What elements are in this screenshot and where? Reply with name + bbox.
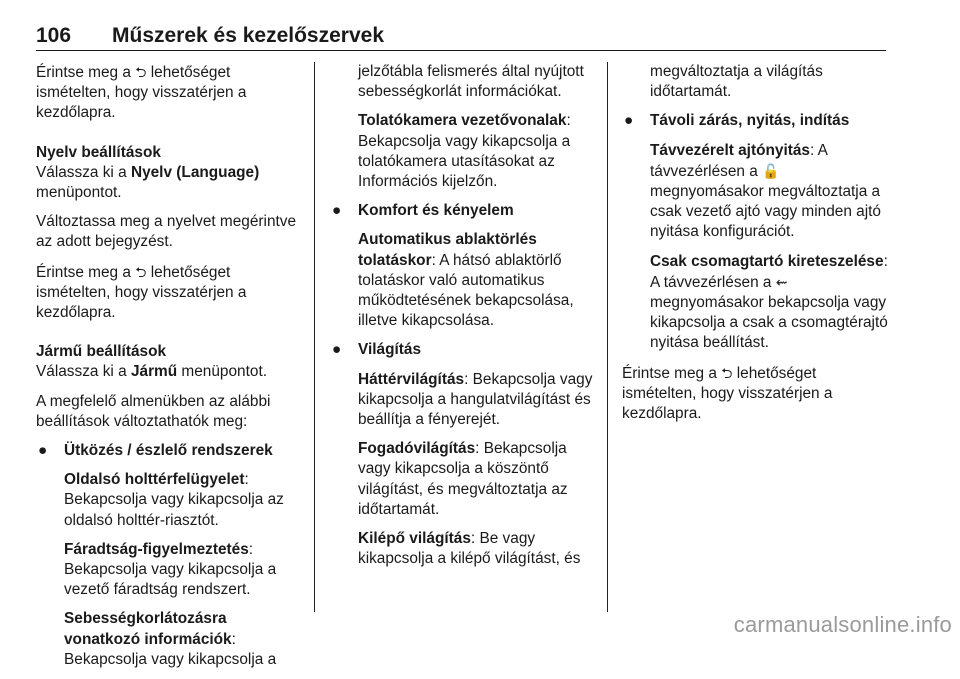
page-title: Műszerek és kezelőszervek (112, 24, 385, 47)
column-3 (622, 62, 892, 433)
watermark: carmanualsonline.info (733, 612, 952, 637)
item-reverse-camera: Tolatókamera vezetővonalak: Bekapcsolja vagy kikapcsolja a tolatókamera utasításokat az Információs kijelzőn. (358, 112, 571, 191)
vehicle-intro: A megfelelő almenükben az alábbi beállítások változtathatók meg: (36, 392, 271, 430)
item-welcome-light: Fogadóvilágítás: Bekapcsolja vagy kikapcsolja a köszöntő világítást, és megváltoztatja az időtartamát. (358, 440, 568, 518)
item-fatigue: Fáradtság-figyelmeztetés: Bekapcsolja vagy kikapcsolja a vezető fáradtság rendszert. (64, 540, 277, 599)
back-instruction: Érintse meg a ⮌ lehetőséget ismételten, hogy visszatérjen a kezdőlapra. (36, 64, 247, 122)
trunk-icon: ⇜ (775, 273, 788, 290)
page-header (36, 26, 886, 51)
language-heading: Nyelv beállítások (36, 143, 161, 161)
language-change: Változtassa meg a nyelvet megérintve az adott bejegyzést. (36, 213, 297, 251)
bullet-comfort: ● Komfort és kényelem (330, 201, 602, 221)
item-exit-light: Kilépő világítás: Be vagy kikapcsolja a kilépő világítást, és (358, 530, 581, 568)
vehicle-select: Válassza ki a Jármű menüpontot. (36, 363, 267, 381)
column-divider (314, 62, 315, 612)
item-speed-limit: Sebességkorlátozásra vonatkozó információk: Bekapcsolja vagy kikapcsolja a (64, 610, 277, 668)
bullet-remote: ● Távoli zárás, nyitás, indítás (622, 111, 892, 131)
back-icon: ⮌ (135, 64, 147, 80)
language-select: Válassza ki a Nyelv (Language) menüpontot. (36, 163, 260, 202)
bullet-dot: ● (624, 112, 634, 130)
column-2 (330, 62, 602, 578)
bullet-dot: ● (332, 202, 342, 220)
back-icon: ⮌ (135, 263, 147, 280)
bullet-dot: ● (38, 442, 48, 460)
bullet-lighting: ● Világítás (330, 340, 602, 360)
unlock-icon: 🔓 (762, 162, 780, 179)
exit-light-continued: megváltoztatja a világítás időtartamát. (650, 63, 823, 101)
back-instruction: Érintse meg a ⮌ lehetőséget ismételten, hogy visszatérjen a kezdőlapra. (622, 364, 833, 423)
bullet-collision: ● Ütközés / észlelő rendszerek (36, 441, 306, 461)
vehicle-heading: Jármű beállítások (36, 343, 167, 361)
column-divider (607, 62, 608, 612)
column-1 (36, 62, 306, 679)
speed-limit-continued: jelzőtábla felismerés által nyújtott sebességkorlát információkat. (358, 63, 584, 101)
item-ambient-light: Háttérvilágítás: Bekapcsolja vagy kikapcsolja a hangulatvilágítást és beállítja a fényerejét. (358, 370, 593, 429)
page-number: 106 (36, 24, 72, 47)
item-side-blind: Oldalsó holttérfelügyelet: Bekapcsolja vagy kikapcsolja az oldalsó holttér-riasztót. (64, 471, 284, 529)
back-instruction: Érintse meg a ⮌ lehetőséget ismételten, hogy visszatérjen a kezdőlapra. (36, 263, 247, 322)
bullet-dot: ● (332, 341, 342, 359)
item-rear-wiper: Automatikus ablaktörlés tolatáskor: A hátsó ablaktörlő tolatáskor való automatikus működtetésének bekapcsolása, illetve kikapcsolása. (358, 231, 574, 330)
item-trunk-unlock: Csak csomagtartó kireteszelése: A távvezérlésen a ⇜ megnyomásakor bekapcsolja vagy kikapcsolja a csak a csomagtérajtó nyitása beállítást. (650, 252, 888, 352)
back-icon: ⮌ (721, 364, 733, 381)
item-remote-unlock: Távvezérelt ajtónyitás: A távvezérlésen a 🔓 megnyomásakor megváltoztatja a csak vezető ajtó vagy minden ajtó nyitása konfigurációt. (650, 141, 881, 241)
